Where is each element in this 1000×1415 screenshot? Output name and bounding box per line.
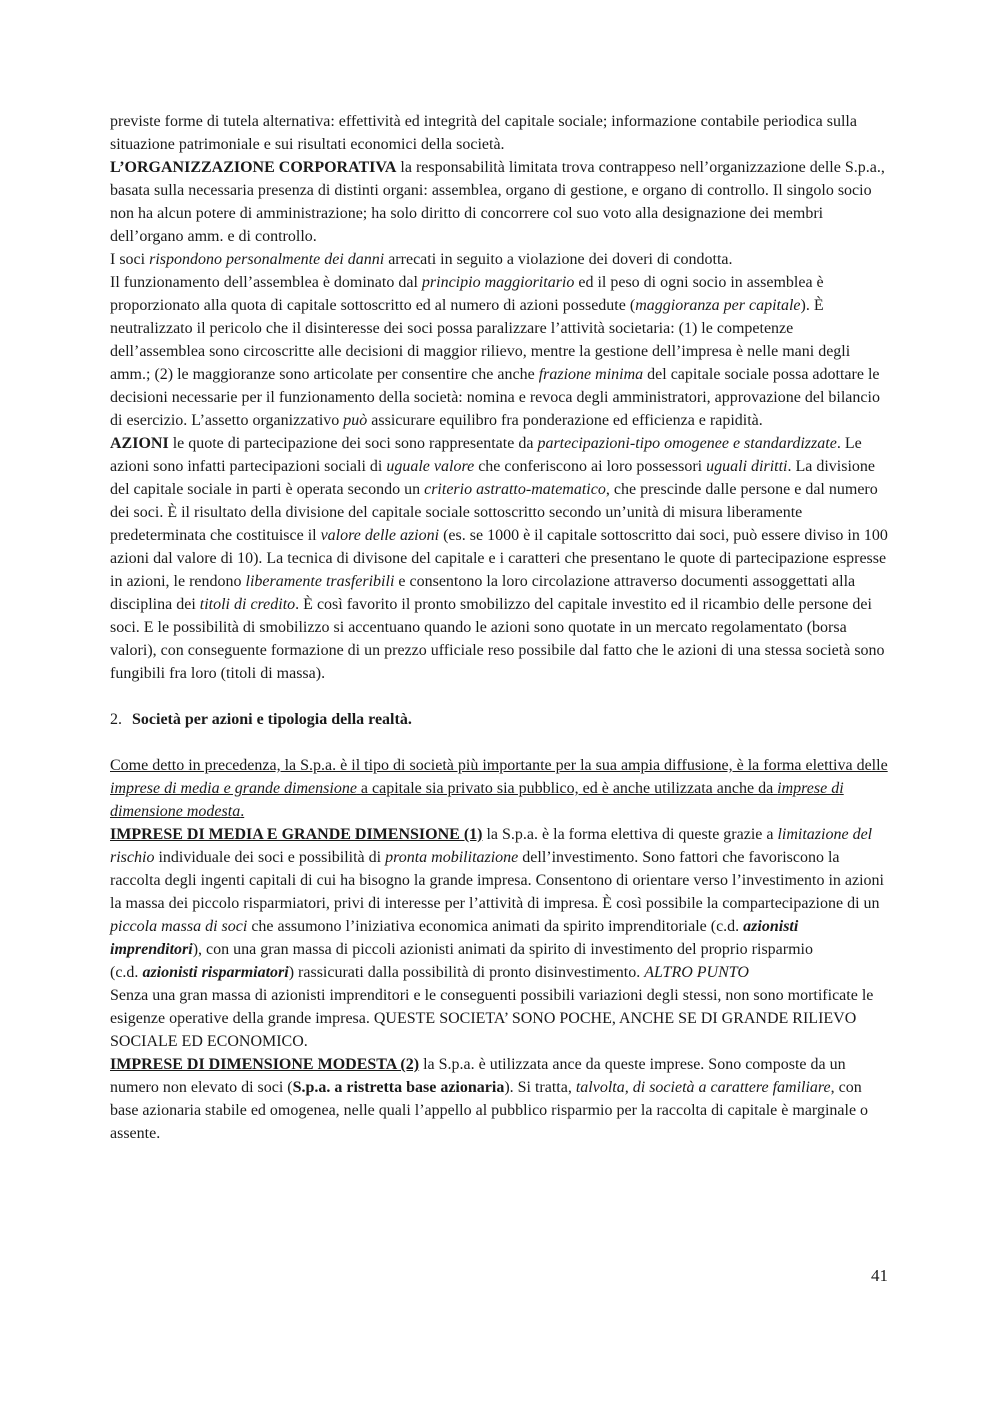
section-title: Società per azioni e tipologia della realtà. (132, 711, 412, 728)
italic-text: titoli di credito (199, 596, 296, 613)
text: e consentono la loro circolazione attraverso documenti assoggettati alla disciplina dei (110, 573, 856, 613)
paragraph-tutela (110, 110, 890, 156)
text: , con base azionaria stabile ed omogenea, nelle quali l’appello al pubblico risparmio per la raccolta di capitale è marginale o assente. (110, 1079, 869, 1142)
italic-text: ALTRO PUNTO (644, 964, 749, 981)
text: ). Si tratta, (504, 1079, 576, 1096)
text: . (240, 803, 245, 820)
text: individuale dei soci e possibilità di (154, 849, 386, 866)
italic-text: imprese di media e grande dimensione (110, 780, 357, 797)
italic-text: partecipazioni-tipo omogenee e standardizzate (537, 435, 837, 452)
paragraph-dimensione-modesta (110, 1053, 890, 1145)
text: la S.p.a. è la forma elettiva di queste grazie a (482, 826, 778, 843)
paragraph-risparmiatori (110, 961, 890, 984)
text: previste forme di tutela alternativa: effettività ed integrità del capitale sociale; informazione contabile periodica sulla situazione patrimoniale e sui risultati economici della società. (110, 113, 857, 153)
italic-text: uguali diritti (706, 458, 788, 475)
text: che conferiscono ai loro possessori (474, 458, 707, 475)
bold-italic-text: azionisti risparmiatori (142, 964, 289, 981)
spacer (110, 685, 890, 708)
italic-text: imprese di dimensione modesta (110, 780, 844, 820)
italic-text: valore delle azioni (320, 527, 440, 544)
text: ) rassicurati dalla possibilità di pronto disinvestimento. (288, 964, 645, 981)
text: dell’investimento. Sono fattori che favoriscono la raccolta degli ingenti capitali di cui ha bisogno la grande impresa. Consentono di orientare verso l’investimento in azioni la massa dei piccolo risparmiatori, privi di interesse per l’attività di impresa. È così possibile la compartecipazione di un (110, 849, 884, 912)
heading-dimensione-modesta: IMPRESE DI DIMENSIONE MODESTA (2) (110, 1056, 420, 1073)
paragraph-azioni (110, 432, 890, 685)
italic-text: criterio astratto-matematico (424, 481, 606, 498)
text: ). È neutralizzato il pericolo che il disinteresse dei soci possa paralizzare l’attività societaria: (1) le competenze dell’assemblea sono circoscritte alle decisioni di maggior rilievo, mentre la gestione dell’impresa è nelle mani degli amm.; (2) le maggioranze sono articolate per consentire che anche (110, 297, 851, 383)
text: ), con una gran massa di piccoli azionisti animati da spirito di investimento del proprio risparmio (192, 941, 813, 958)
section-heading (110, 708, 890, 731)
text: Come detto in precedenza, la S.p.a. è il tipo di società più importante per la sua ampia diffusione, è la forma elettiva delle (110, 757, 888, 774)
text: . È così favorito il pronto smobilizzo del capitale investito ed il ricambio delle persone dei soci. E le possibilità di smobilizzo si accentuano quando le azioni sono quotate in un mercato regolamentato (borsa valori), con conseguente formazione di un prezzo ufficiale reso possibile dal fatto che le azioni di una stessa società sono fungibili fra loro (titoli di massa). (110, 596, 885, 682)
italic-text: liberamente trasferibili (245, 573, 395, 590)
paragraph-organizzazione (110, 156, 890, 248)
italic-text: rispondono personalmente dei danni (149, 251, 385, 268)
italic-text: può (343, 412, 368, 429)
body-text (110, 110, 890, 1145)
text: che assumono l’iniziativa economica animati da spirito imprenditoriale (c.d. (247, 918, 744, 935)
paragraph-intro-underlined (110, 754, 890, 823)
text: la S.p.a. è utilizzata ance da queste imprese. Sono composte da un numero non elevato di soci ( (110, 1056, 846, 1096)
paragraph-soci (110, 248, 890, 271)
italic-text: pronta mobilitazione (385, 849, 519, 866)
page-number: 41 (871, 1266, 888, 1285)
text: arrecati in seguito a violazione dei doveri di condotta. (384, 251, 733, 268)
italic-text: principio maggioritario (421, 274, 575, 291)
text: del capitale sociale possa adottare le decisioni necessarie per il funzionamento della società: nomina e revoca degli amministratori, approvazione del bilancio di esercizio. L’assetto organizzativo (110, 366, 880, 429)
text: (c.d. (110, 964, 143, 981)
text: , che prescinde dalle persone e dal numero dei soci. È il risultato della divisione del capitale sociale sottoscritto secondo un’unità di misura liberamente predeterminata che costituisce il (110, 481, 878, 544)
paragraph-senza (110, 984, 890, 1053)
paragraph-grande-dimensione (110, 823, 890, 961)
italic-text: maggioranza per capitale (635, 297, 801, 314)
text: I soci (110, 251, 150, 268)
italic-text: limitazione del rischio (110, 826, 873, 866)
text: la responsabilità limitata trova contrappeso nell’organizzazione delle S.p.a., basata sulla necessaria presenza di distinti organi: assemblea, organo di gestione, e organo di controllo. Il singolo socio non ha alcun potere di amministrazione; ha solo diritto di concorrere col suo voto alla designazione dei membri dell’organo amm. e di controllo. (110, 159, 885, 245)
section-number: 2. (110, 711, 122, 728)
text: (es. se 1000 è il capitale sottoscritto dai soci, può essere diviso in 100 azioni dal valore di 10). La tecnica di divisone del capitale e i caratteri che presentano le quote di partecipazione espresse in azioni, le rendono (110, 527, 888, 590)
heading-grande-dimensione: IMPRESE DI MEDIA E GRANDE DIMENSIONE (1) (110, 826, 483, 843)
italic-text: uguale valore (386, 458, 475, 475)
bold-italic-text: azionisti imprenditori (110, 918, 799, 958)
italic-text: piccola massa di soci (110, 918, 248, 935)
text: . Le azioni sono infatti partecipazioni sociali di (110, 435, 862, 475)
text: . La divisione del capitale sociale in parti è operata secondo un (110, 458, 876, 498)
bold-text: S.p.a. a ristretta base azionaria (292, 1079, 505, 1096)
text: le quote di partecipazione dei soci sono rappresentate da (168, 435, 538, 452)
text: a capitale sia privato sia pubblico, ed è anche utilizzata anche da (356, 780, 778, 797)
text: ed il peso di ogni socio in assemblea è proporzionato alla quota di capitale sottoscritto ed al numero di azioni possedute ( (110, 274, 824, 314)
spacer (110, 731, 890, 754)
text: assicurare equilibro fra ponderazione ed efficienza e rapidità. (367, 412, 763, 429)
italic-text: frazione minima (538, 366, 644, 383)
heading-azioni: AZIONI (110, 435, 169, 452)
text: Il funzionamento dell’assemblea è dominato dal (110, 274, 422, 291)
heading-organizzazione: L’ORGANIZZAZIONE CORPORATIVA (110, 159, 397, 176)
italic-text: talvolta, di società a carattere familiare (575, 1079, 831, 1096)
text: Senza una gran massa di azionisti imprenditori e le conseguenti possibili variazioni degli stessi, non sono mortificate le esigenze operative della grande impresa. QUESTE SOCIETA’ SONO POCHE, ANCHE SE DI GRANDE RILIEVO SOCIALE ED ECONOMICO. (110, 987, 874, 1050)
paragraph-assemblea (110, 271, 890, 432)
